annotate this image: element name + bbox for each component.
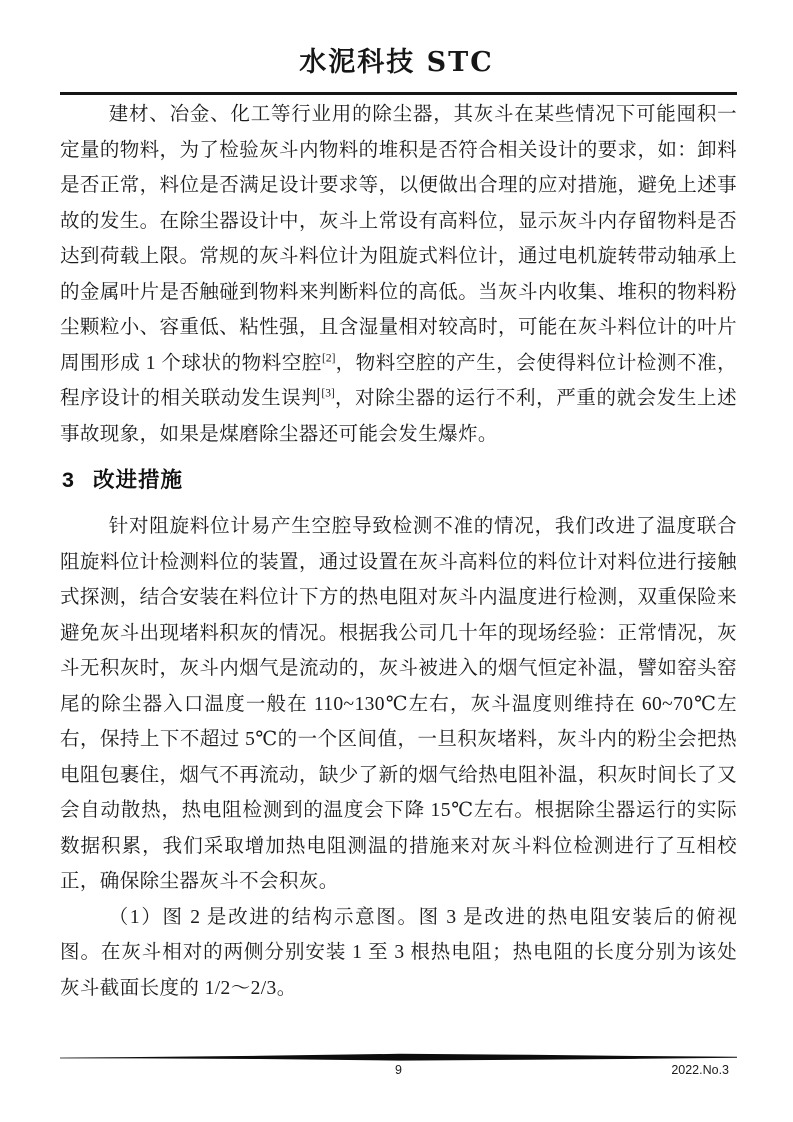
paragraph-1-text-b: ，物料空腔的产生，会使得料位计检测不准，程序设计的相关联动发生误判 [60,352,737,409]
issue-number: 2022.No.3 [671,1063,729,1077]
page-header [0,0,793,95]
page-number: 9 [395,1063,402,1077]
paragraph-2: 针对阻旋料位计易产生空腔导致检测不准的情况，我们改进了温度联合阻旋料位计检测料位的装置，通过设置在灰斗高料位的料位计对料位进行接触式探测，结合安装在料位计下方的热电阻对灰斗内温度进行检测，双重保险来避免灰斗出现堵料积灰的情况。根据我公司几十年的现场经验：正常情况，灰斗无积灰时，灰斗内烟气是流动的，灰斗被进入的烟气恒定补温，譬如窑头窑尾的除尘器入口温度一般在 110~130℃左右，灰斗温度则维持在 60~70℃左右，保持上下不超过 5℃的一个区间值，一旦积灰堵料，灰斗内的粉尘会把热电阻包裹住，烟气不再流动，缺少了新的烟气给热电阻补温，积灰时间长了又会自动散热，热电阻检测到的温度会下降 15℃左右。根据除尘器运行的实际数据积累，我们采取增加热电阻测温的措施来对灰斗料位检测进行了互相校正，确保除尘器灰斗不会积灰。 [60,516,737,892]
paragraph-1 [60,97,737,452]
citation-ref-2: [2] [322,352,336,364]
page-footer [60,1052,737,1081]
section-heading-number: 3 [62,468,75,492]
section-heading-title: 改进措施 [92,468,183,492]
journal-title: 水泥科技 STC [299,47,494,78]
paragraph-1-text-a: 建材、冶金、化工等行业用的除尘器，其灰斗在某些情况下可能囤积一定量的物料，为了检验灰斗内物料的堆积是否符合相关设计的要求，如：卸料是否正常，料位是否满足设计要求等，以便做出合理的应对措施，避免上述事故的发生。在除尘器设计中，灰斗上常设有高料位，显示灰斗内存留物料是否达到荷载上限。常规的灰斗料位计为阻旋式料位计，通过电机旋转带动轴承上的金属叶片是否触碰到物料来判断料位的高低。当灰斗内收集、堆积的物料粉尘颗粒小、容重低、粘性强，且含湿量相对较高时，可能在灰斗料位计的叶片周围形成 1 个球状的物料空腔 [60,104,737,374]
paragraph-3: （1）图 2 是改进的结构示意图。图 3 是改进的热电阻安装后的俯视图。在灰斗相对的两侧分别安装 1 至 3 根热电阻；热电阻的长度分别为该处灰斗截面长度的 1/2～2/3。 [60,906,737,999]
section-heading [62,462,737,498]
document-body [0,95,793,1006]
citation-ref-3: [3] [321,387,335,400]
footer-row [60,1063,737,1081]
footer-rule [60,1052,737,1062]
paragraph-1-text-c: ，对除尘器的运行不利，严重的就会发生上述事故现象，如果是煤磨除尘器还可能会发生爆炸。 [60,388,737,445]
